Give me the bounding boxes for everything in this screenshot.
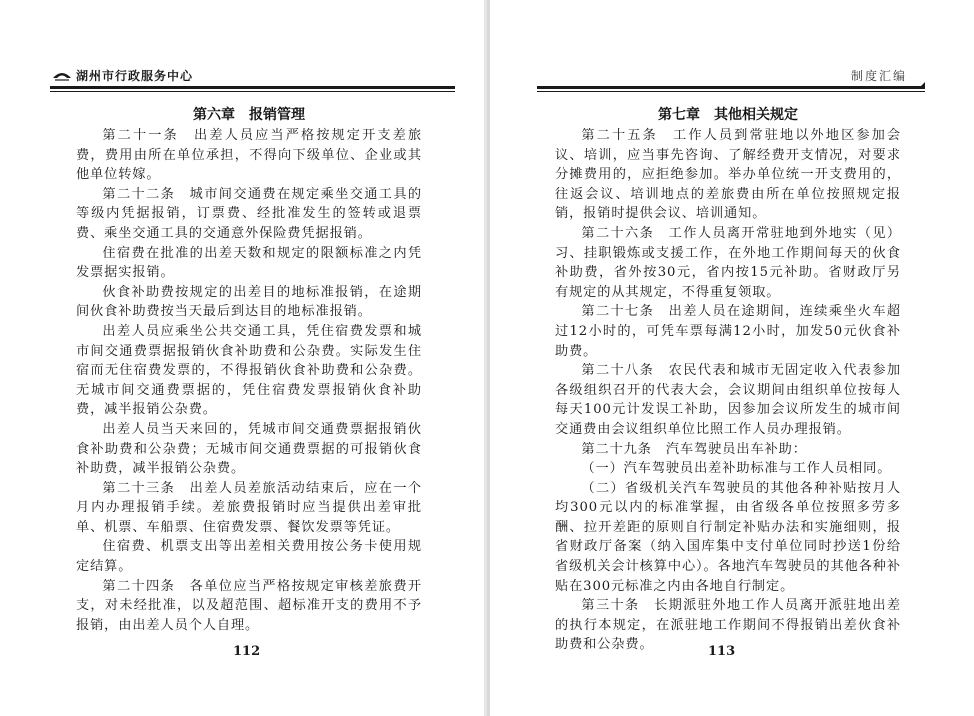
right-body	[555, 104, 901, 655]
paragraph: 住宿费在批准的出差天数和规定的限额标准之内凭发票据实报销。	[76, 245, 422, 281]
paragraph: 住宿费、机票支出等出差相关费用按公务卡使用规定结算。	[76, 539, 422, 575]
chapter-title: 第六章 报销管理	[193, 107, 305, 123]
header-rule-thick	[537, 86, 925, 89]
left-body	[76, 104, 422, 635]
paragraph: 第二十九条 汽车驾驶员出车补助：	[581, 441, 807, 457]
paragraph: 第三十条 长期派驻外地工作人员离开派驻地出差的执行本规定，在派驻地工作期间不得报销出差伙食补助费和公杂费。	[555, 598, 901, 653]
paragraph: （一）汽车驾驶员出差补助标准与工作人员相同。	[581, 461, 892, 477]
paragraph: 出差人员当天来回的，凭城市间交通费票据报销伙食补助费和公杂费；无城市间交通费票据的可报销伙食补助费，减半报销公杂费。	[76, 421, 422, 477]
paragraph: （二）省级机关汽车驾驶员的其他各种补贴按月人均300元以内的标准掌握，由省级各单位按照多劳多酬、拉开差距的原则自行制定补贴办法和实施细则，报省财政厅备案（纳入国库集中支付单位同时抄送1份给省级机关会计核算中心）。各地汽车驾驶员的其他各种补贴在300元标准之内由各地自行制定。	[555, 480, 901, 594]
chapter-title: 第七章 其他相关规定	[658, 107, 798, 123]
right-header	[537, 62, 925, 94]
ship-logo-icon	[52, 68, 72, 82]
paragraph: 第二十二条 城市间交通费在规定乘坐交通工具的等级内凭据报销，订票费、经批准发生的签转或退票费、乘坐交通工具的交通意外保险费凭据报销。	[76, 186, 422, 241]
left-header-title: 湖州市行政服务中心	[76, 69, 194, 83]
paragraph: 第二十五条 工作人员到常驻地以外地区参加会议、培训，应当事先咨询、了解经费开支情况，对要求分摊费用的，应拒绝参加。举办单位统一开支费用的，往返会议、培训地点的差旅费由所在单位按照规定报销，报销时提供会议、培训通知。	[555, 128, 901, 222]
paragraph: 第二十四条 各单位应当严格按规定审核差旅费开支，对未经批准，以及超范围、超标准开支的费用不予报销，由出差人员个人自理。	[76, 578, 422, 633]
paragraph: 第二十八条 农民代表和城市无固定收入代表参加各级组织召开的代表大会，会议期间由组织单位按每人每天100元计发误工补助，因参加会议所发生的城市间交通费由会议组织单位比照工作人员办理报销。	[555, 363, 901, 437]
paragraph: 伙食补助费按规定的出差目的地标准报销，在途期间伙食补助费按当天最后到达目的地标准报销。	[76, 284, 422, 320]
header-rule-thick	[50, 86, 455, 89]
paragraph: 第二十一条 出差人员应当严格按规定开支差旅费，费用由所在单位承担，不得向下级单位、企业或其他单位转嫁。	[76, 128, 422, 183]
left-header	[50, 62, 455, 94]
page-number: 112	[233, 644, 261, 659]
header-rule-thin	[50, 91, 455, 92]
page-number: 113	[708, 644, 736, 659]
right-page	[487, 0, 974, 716]
paragraph: 第二十六条 工作人员离开常驻地到外地实（见）习、挂职锻炼或支援工作，在外地工作期间每天的伙食补助费，省外按30元，省内按15元补助。省财政厅另有规定的从其规定，不得重复领取。	[555, 225, 901, 300]
paragraph: 出差人员应乘坐公共交通工具，凭住宿费发票和城市间交通费票据报销伙食补助费和公杂费。实际发生住宿而无住宿费发票的，不得报销伙食补助费和公杂费。无城市间交通费票据的，凭住宿费发票报销伙食补助费，减半报销公杂费。	[76, 323, 422, 418]
header-rule-thin	[537, 91, 925, 92]
paragraph: 第二十三条 出差人员差旅活动结束后，应在一个月内办理报销手续。差旅费报销时应当提供出差审批单、机票、车船票、住宿费发票、餐饮发票等凭证。	[76, 480, 422, 535]
right-header-title: 制度汇编	[850, 69, 907, 83]
paragraph: 第二十七条 出差人员在途期间，连续乘坐火车超过12小时的，可凭车票每满12小时，加发50元伙食补助费。	[555, 304, 901, 359]
